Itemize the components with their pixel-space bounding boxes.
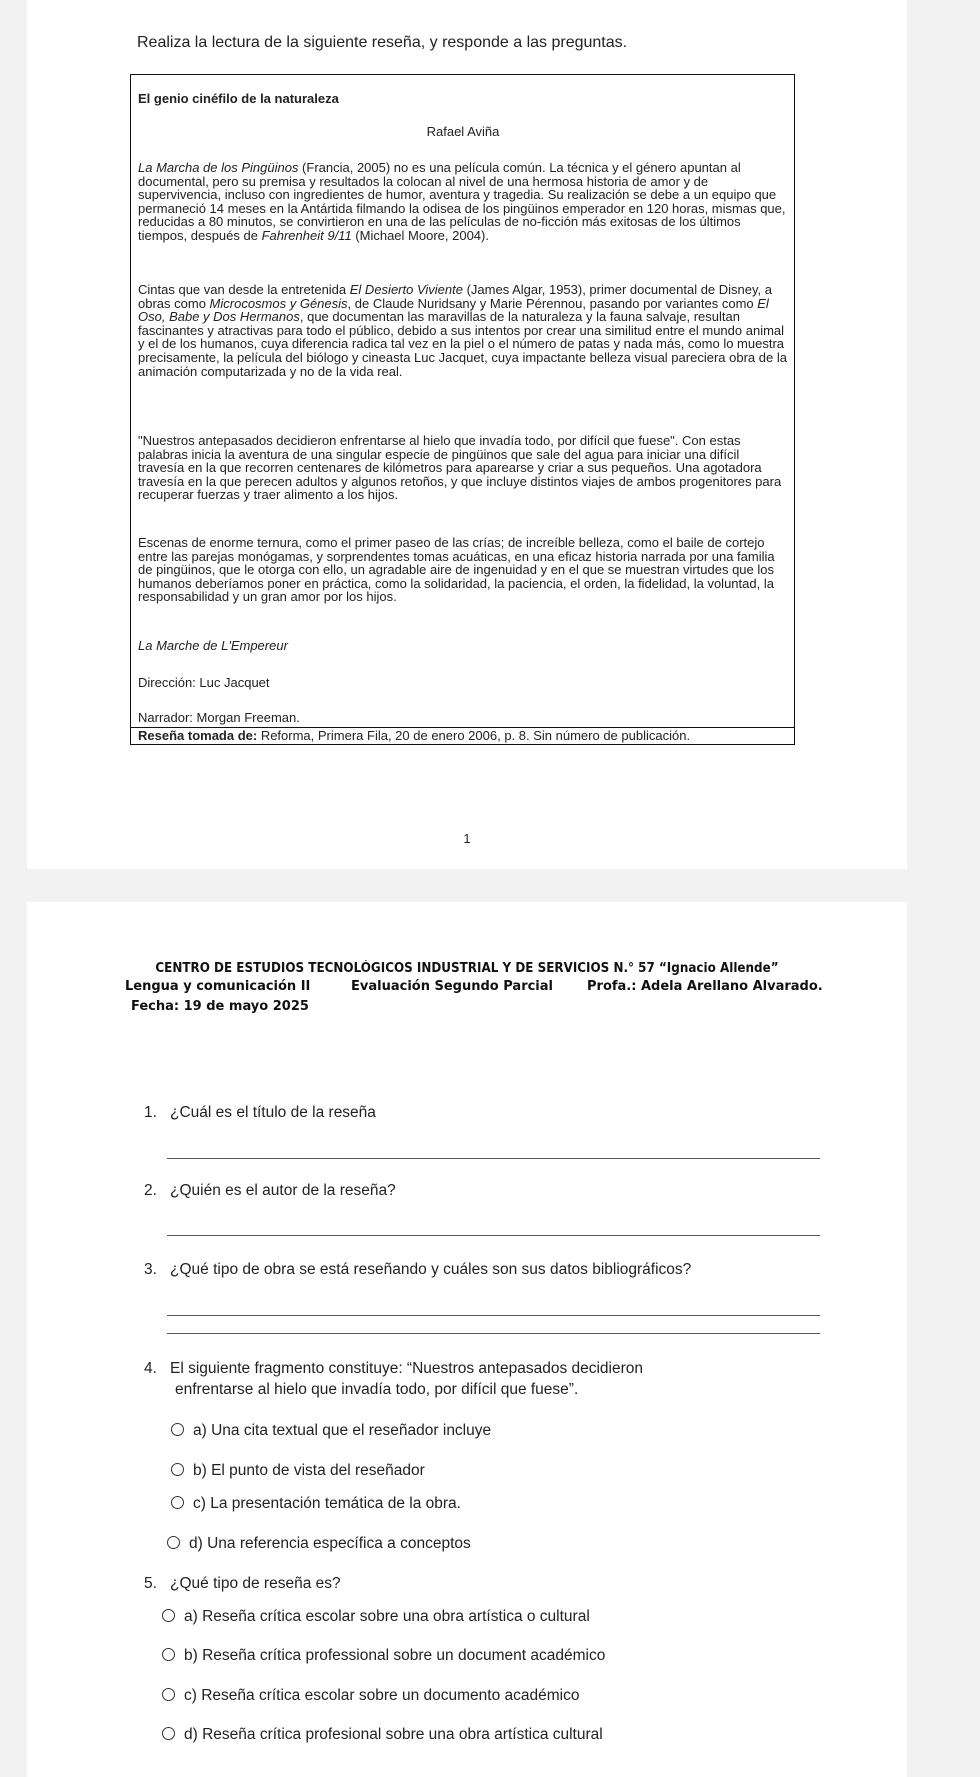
radio-icon[interactable] [162,1727,175,1740]
subject: Lengua y comunicación II [125,979,311,994]
page-1 [27,0,907,869]
question-1: 1. ¿Cuál es el título de la reseña [144,1104,376,1121]
q4-option-c[interactable]: c) La presentación temática de la obra. [171,1495,461,1513]
radio-icon[interactable] [171,1423,184,1436]
answer-line-3a[interactable] [167,1315,820,1316]
question-4-line-2: enfrentarse al hielo que invadía todo, por difícil que fuese”. [175,1381,579,1398]
review-paragraph-3: "Nuestros antepasados decidieron enfrentarse al hielo que invadía todo, por difícil que fuese". Con estas palabras inicia la aventura de una singular especie de pingüinos que sale del agua para iniciar una difícil travesía en la que recorren centenares de kilómetros para aparearse y criar a sus pequeños. Una agotadora travesía en la que perecen adultos y algunos retoños, y que incluye distintos viajes de ambos progenitores para recuperar fuerzas y traer alimento a los hijos. [138,433,782,503]
q4-option-a[interactable]: a) Una cita textual que el reseñador incluye [171,1422,491,1440]
narrator: Narrador: Morgan Freeman. [138,710,300,725]
school-name: CENTRO DE ESTUDIOS TECNOLÓGICOS INDUSTRIAL Y DE SERVICIOS N.° 57 “Ignacio Allende” [155,961,779,976]
question-2: 2. ¿Quién es el autor de la reseña? [144,1182,396,1199]
question-4: 4. El siguiente fragmento constituye: “Nuestros antepasados decidieron [144,1360,644,1377]
page-2 [27,902,907,1777]
radio-icon[interactable] [162,1648,175,1661]
q5-option-b[interactable]: b) Reseña crítica professional sobre un document académico [162,1647,605,1665]
review-paragraph-4: Escenas de enorme ternura, como el primer paseo de las crías; de increíble belleza, como el baile de cortejo entre las parejas monógamas, y sorprendentes tomas acuáticas, en una eficaz historia narrada por una familia de pingüinos, que le otorga con ello, un agradable aire de ingenuidad y en el que se muestran virtudes que los humanos deberíamos poner en práctica, como la solidaridad, la paciencia, el orden, la fidelidad, la voluntad, la responsabilidad y un gran amor por los hijos. [138,535,775,605]
review-paragraph-1: La Marcha de los Pingüinos (Francia, 2005) no es una película común. La técnica y el género apuntan al documental, pero su premisa y resultados la colocan al nivel de una hermosa historia de amor y de supervivencia, incluso con ingredientes de humor, aventura y tragedia. Su realización se debe a un equipo que permaneció 14 meses en la Antártida filmando la odisea de los pingüinos emperador en 120 horas, mismas que, reducidas a 80 minutos, se convirtieron en una de las películas de no-ficción más exitosas de los últimos tiempos, después de Fahrenheit 9/11 (Michael Moore, 2004). [138,160,786,243]
radio-icon[interactable] [171,1496,184,1509]
question-3: 3. ¿Qué tipo de obra se está reseñando y cuáles son sus datos bibliográficos? [144,1261,692,1278]
q4-option-d[interactable]: d) Una referencia específica a conceptos [167,1535,471,1553]
source-text: Reforma, Primera Fila, 20 de enero 2006, p. 8. Sin número de publicación. [257,728,691,743]
review-box [130,74,795,745]
answer-line-1[interactable] [167,1158,820,1159]
radio-icon[interactable] [171,1463,184,1476]
radio-icon[interactable] [167,1536,180,1549]
q5-option-a[interactable]: a) Reseña crítica escolar sobre una obra artística o cultural [162,1608,590,1626]
answer-line-3b[interactable] [167,1333,820,1334]
radio-icon[interactable] [162,1688,175,1701]
review-title: El genio cinéfilo de la naturaleza [138,91,339,106]
q5-option-c[interactable]: c) Reseña crítica escolar sobre un documento académico [162,1687,579,1705]
answer-line-2[interactable] [167,1235,820,1236]
page-number: 1 [463,831,471,846]
q4-option-b[interactable]: b) El punto de vista del reseñador [171,1462,425,1480]
exam-date: Fecha: 19 de mayo 2025 [131,999,309,1014]
review-paragraph-2: Cintas que van desde la entretenida El Desierto Viviente (James Algar, 1953), primer documental de Disney, a obras como Microcosmos y Génesis, de Claude Nuridsany y Marie Pérennou, pasando por variantes como El Oso, Babe y Dos Hermanos, que documentan las maravillas de la naturaleza y la fauna salvaje, resultan fascinantes y atractivas para todo el público, debido a sus intentos por crear una similitud entre el mundo animal y el de los humanos, cuya diferencia radica tal vez en la piel o el número de patas y nada más, como lo muestra precisamente, la película del biólogo y cineasta Luc Jacquet, cuya impactante belleza visual pareciera obra de la animación computarizada y no de la vida real. [138,282,787,379]
radio-icon[interactable] [162,1609,175,1622]
exam-title: Evaluación Segundo Parcial [351,979,553,994]
q5-option-d[interactable]: d) Reseña crítica profesional sobre una obra artística cultural [162,1726,603,1744]
instruction-text: Realiza la lectura de la siguiente reseña, y responde a las preguntas. [137,34,628,51]
original-title: La Marche de L'Empereur [138,638,288,653]
teacher: Profa.: Adela Arellano Alvarado. [587,979,823,994]
direction: Dirección: Luc Jacquet [138,675,270,690]
review-author: Rafael Aviña [426,124,500,139]
question-5: 5. ¿Qué tipo de reseña es? [144,1575,341,1592]
review-source [131,727,794,744]
source-label: Reseña tomada de: [138,728,258,743]
